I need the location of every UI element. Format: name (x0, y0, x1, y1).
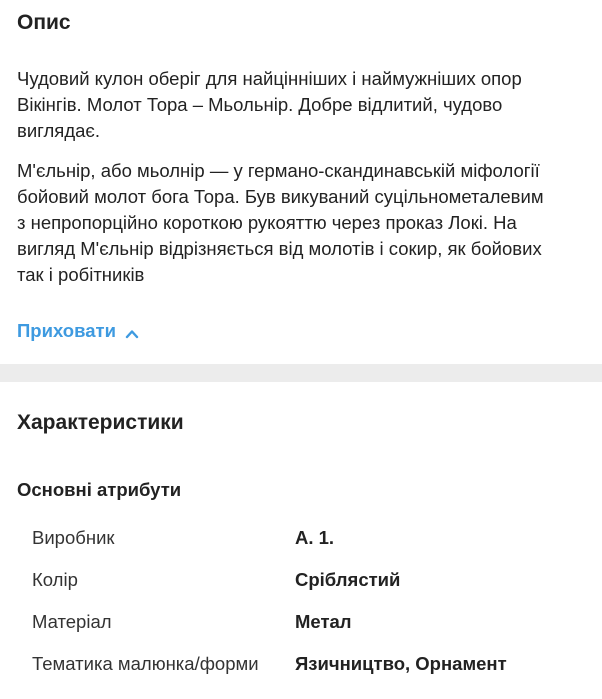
characteristics-title: Характеристики (17, 411, 184, 434)
spec-label: Виробник (32, 527, 115, 548)
spec-label: Тематика малюнка/форми (32, 653, 259, 674)
spec-label: Колір (32, 569, 78, 590)
chevron-up-icon (125, 324, 139, 338)
description-title: Опис (17, 11, 71, 34)
spec-label: Матеріал (32, 611, 112, 632)
spec-row-material (32, 609, 592, 635)
characteristics-section (0, 382, 602, 699)
spec-row-color (32, 567, 592, 593)
spec-row-theme (32, 651, 592, 677)
spec-value: Метал (295, 611, 352, 632)
description-paragraph-2: М'єльнір, або мьолнір — у германо-скандинавській міфології бойовий молот бога Тора. Був викуваний суцільнометалевим з непропорційно короткою рукояттю через проказ Локі. На вигляд М'єльнір відрізняється від молотів і сокир, як бойових так і робітників (17, 160, 544, 285)
spec-row-manufacturer (32, 525, 592, 551)
hide-description-label: Приховати (17, 320, 116, 341)
section-divider (0, 364, 602, 382)
spec-value: Сріблястий (295, 569, 401, 590)
spec-value: Язичництво, Орнамент (295, 653, 507, 674)
spec-value: А. 1. (295, 527, 335, 548)
attribute-group-title: Основні атрибути (17, 479, 182, 500)
description-paragraph-1: Чудовий кулон оберіг для найцінніших і наймужніших опор Вікінгів. Молот Тора – Мьольнір. Добре відлитий, чудово виглядає. (17, 68, 522, 141)
hide-description-button[interactable] (17, 320, 139, 342)
